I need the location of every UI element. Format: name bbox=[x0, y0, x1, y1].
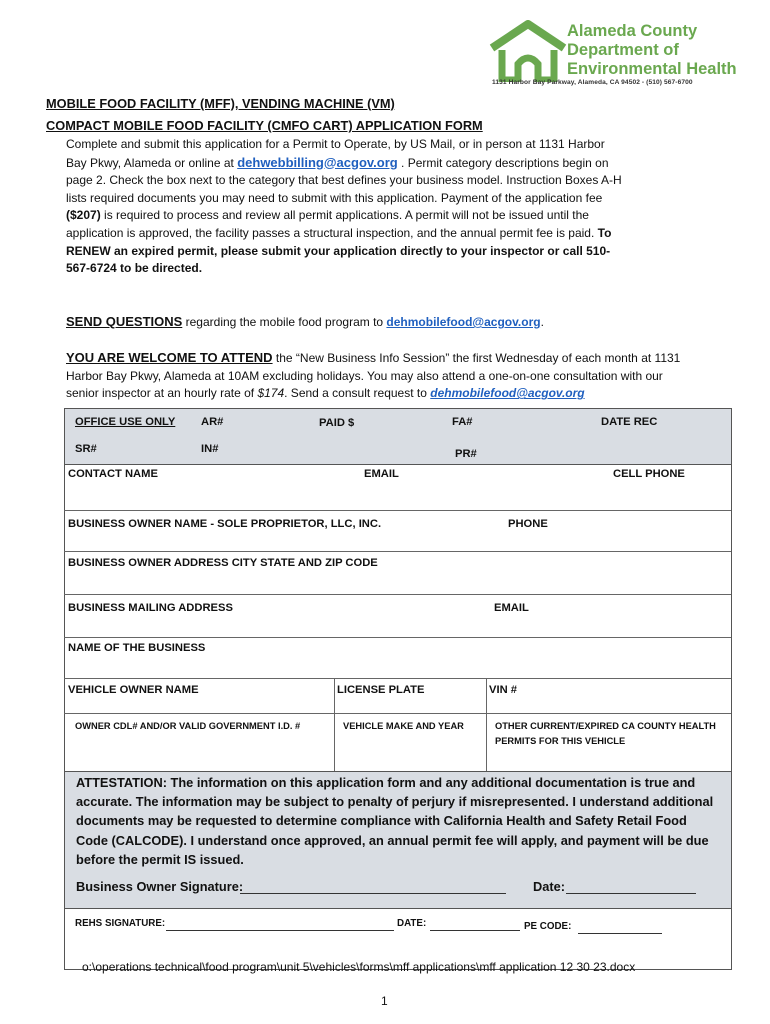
mobile-food-email-link[interactable]: dehmobilefood@acgov.org bbox=[386, 315, 541, 329]
vehicle-owner-label: VEHICLE OWNER NAME bbox=[68, 684, 199, 696]
owner-date-label: Date: bbox=[533, 879, 565, 894]
owner-cdl-label: OWNER CDL# AND/OR VALID GOVERNMENT I.D. # bbox=[75, 721, 301, 731]
send-questions-text: regarding the mobile food program to bbox=[182, 315, 387, 329]
send-questions-end: . bbox=[540, 315, 544, 329]
fa-label: FA# bbox=[452, 416, 473, 428]
logo-line-2: Department of bbox=[567, 41, 679, 59]
contact-name-label: CONTACT NAME bbox=[68, 468, 158, 480]
send-questions bbox=[66, 313, 706, 332]
cell-phone-label: CELL PHONE bbox=[613, 468, 685, 480]
owner-address-label: BUSINESS OWNER ADDRESS CITY STATE AND ZIP CODE bbox=[68, 557, 378, 569]
intro-paragraph bbox=[66, 136, 626, 278]
intro-text-c: is required to process and review all permit applications. A permit will not be issued until the application is approved, the facility passes a structural inspection, and the annual permit fee is paid. bbox=[66, 208, 598, 240]
business-name-label: NAME OF THE BUSINESS bbox=[68, 642, 206, 654]
consult-email-link[interactable]: dehmobilefood@acgov.org bbox=[430, 386, 585, 401]
logo-line-3: Environmental Health bbox=[567, 60, 737, 78]
welcome-paragraph bbox=[66, 349, 696, 403]
other-permits-label-1: OTHER CURRENT/EXPIRED CA COUNTY HEALTH bbox=[495, 721, 716, 731]
form-title-1: MOBILE FOOD FACILITY (MFF), VENDING MACHINE (VM) bbox=[46, 96, 395, 111]
paid-label: PAID $ bbox=[319, 417, 355, 429]
renew-instructions: To RENEW an expired permit, please submit your application directly to your inspector or call 510-567-6724 to be directed. bbox=[66, 225, 612, 276]
fee-amount: ($207) bbox=[66, 208, 101, 223]
logo-address: 1131 Harbor Bay Parkway, Alameda, CA 94502 - (510) 567-6700 bbox=[492, 79, 693, 86]
office-use-label: OFFICE USE ONLY bbox=[75, 416, 176, 428]
welcome-text: the “New Business Info Session” the first Wednesday of each month at 1131 Harbor Bay Pkwy, Alameda at 10AM excluding holidays. You may also attend a one-on-one consultation with our senior inspector at an hourly rate of bbox=[66, 351, 681, 401]
date-rec-label: DATE REC bbox=[601, 416, 658, 428]
pr-label: PR# bbox=[455, 448, 477, 460]
file-path-footer: o:\operations technical\food program\unit 5\vehicles\forms\mff applications\mff application 12 30 23.docx bbox=[82, 960, 636, 974]
in-label: IN# bbox=[201, 443, 219, 455]
sr-label: SR# bbox=[75, 443, 97, 455]
mailing-address-label: BUSINESS MAILING ADDRESS bbox=[68, 602, 233, 614]
owner-signature-label bbox=[76, 879, 243, 894]
rehs-signature-line[interactable] bbox=[166, 930, 394, 931]
make-year-label: VEHICLE MAKE AND YEAR bbox=[343, 721, 464, 731]
welcome-text-2: . Send a consult request to bbox=[284, 386, 431, 401]
page-number: 1 bbox=[381, 994, 388, 1008]
rehs-date-label: DATE: bbox=[397, 918, 427, 929]
owner-signature-text: Business Owner Signature: bbox=[76, 879, 244, 894]
agency-logo bbox=[488, 16, 738, 92]
pe-code-line[interactable] bbox=[578, 933, 662, 934]
billing-email-link[interactable]: dehwebbilling@acgov.org bbox=[237, 154, 398, 170]
pe-code-label: PE CODE: bbox=[524, 921, 572, 932]
house-logo-icon bbox=[488, 20, 568, 82]
rehs-date-line[interactable] bbox=[430, 930, 520, 931]
ar-label: AR# bbox=[201, 416, 224, 428]
owner-date-line[interactable] bbox=[566, 893, 696, 894]
license-plate-label: LICENSE PLATE bbox=[337, 684, 425, 696]
phone-label: PHONE bbox=[508, 518, 548, 530]
consult-rate: $174 bbox=[257, 386, 285, 401]
rehs-signature-label: REHS SIGNATURE: bbox=[75, 918, 166, 929]
other-permits-label-2: PERMITS FOR THIS VEHICLE bbox=[495, 736, 626, 746]
intro-text-a: Complete and submit this application for a Permit to Operate, by US Mail, or in person at 1131 Harbor Bay Pkwy, Alameda or online at bbox=[66, 137, 605, 170]
mailing-email-label: EMAIL bbox=[494, 602, 529, 614]
logo-line-1: Alameda County bbox=[567, 22, 698, 40]
vin-label: VIN # bbox=[489, 684, 517, 696]
send-questions-heading: SEND QUESTIONS bbox=[66, 314, 183, 329]
form-title-2: COMPACT MOBILE FOOD FACILITY (CMFO CART) APPLICATION FORM bbox=[46, 118, 483, 133]
welcome-heading: YOU ARE WELCOME TO ATTEND bbox=[66, 350, 273, 365]
intro-text-b: . Permit category descriptions begin on page 2. Check the box next to the category that best defines your business model. Instruction Boxes A-H lists required documents you may need to submit with this application. Payment of the application fee bbox=[66, 155, 622, 205]
owner-name-label: BUSINESS OWNER NAME - SOLE PROPRIETOR, LLC, INC. bbox=[68, 518, 382, 530]
owner-signature-line[interactable] bbox=[240, 893, 506, 894]
email-label: EMAIL bbox=[364, 468, 399, 480]
attestation-text: ATTESTATION: The information on this application form and any additional documentation is true and accurate. The information may be subject to penalty of perjury if misrepresented. I understand additional documents may be requested to determine compliance with California Health and Safety Retail Food Code (CALCODE). I understand once approved, an annual permit fee will apply, and payment will be due before the permit IS issued. bbox=[76, 775, 714, 867]
